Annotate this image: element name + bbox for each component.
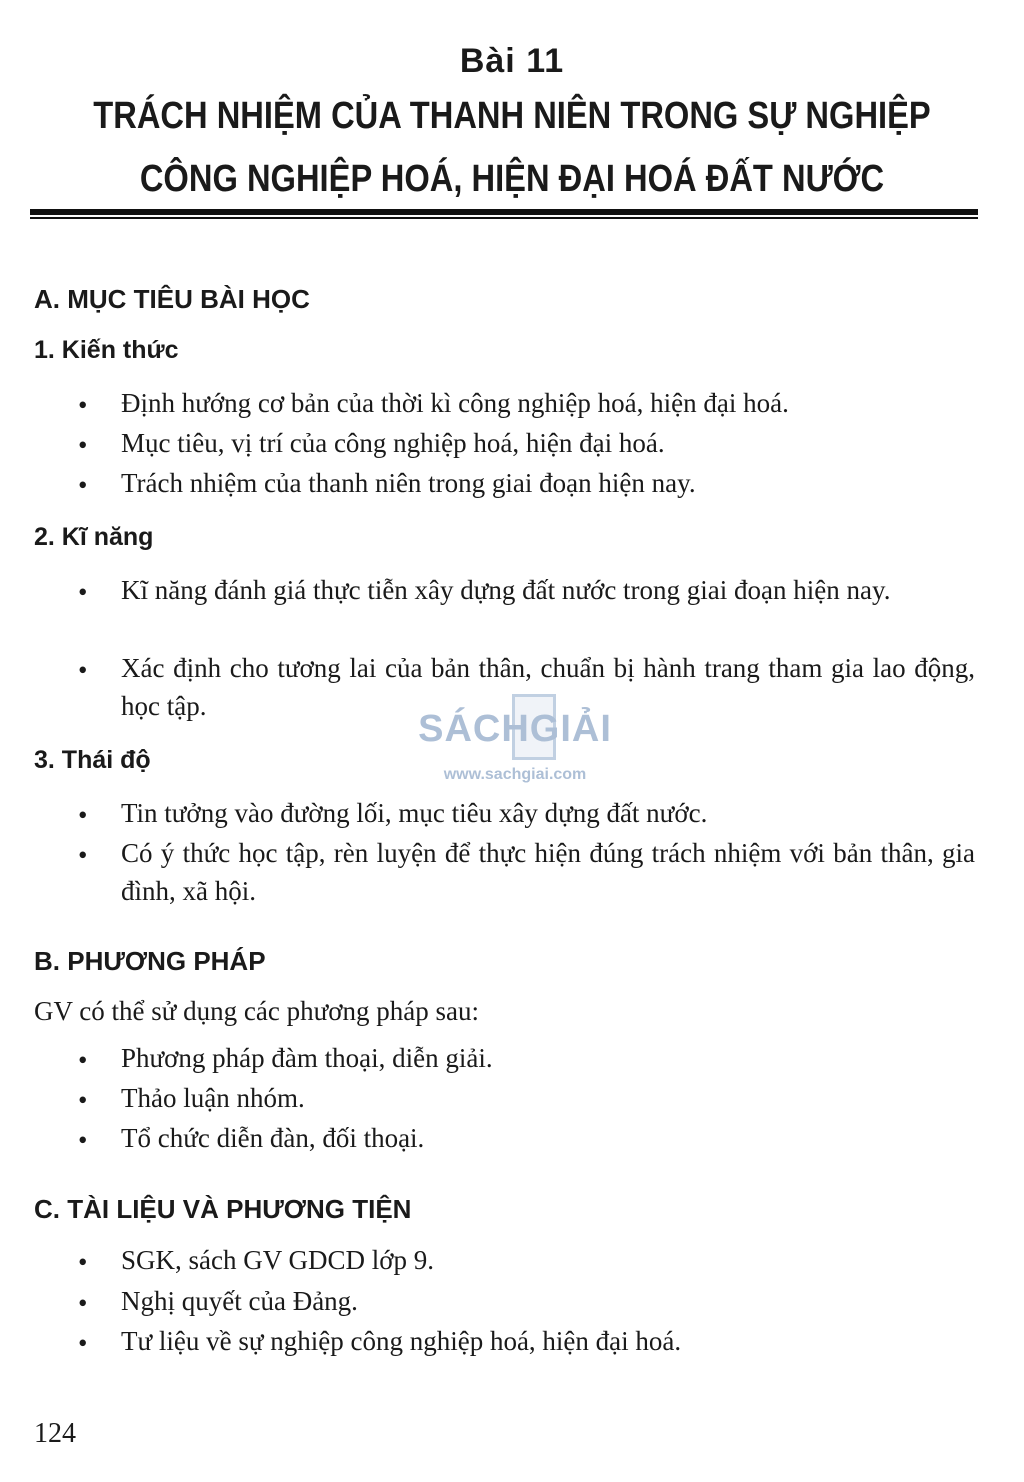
knowledge-item-2: Mục tiêu, vị trí của công nghiệp hoá, hiện đại hoá. bbox=[121, 428, 665, 458]
bullet-icon: • bbox=[78, 800, 88, 830]
section-c-heading: C. TÀI LIỆU VÀ PHƯƠNG TIỆN bbox=[34, 1194, 412, 1224]
watermark-logo: SÁCHGIẢI bbox=[418, 708, 612, 750]
attitude-heading: 3. Thái độ bbox=[34, 746, 151, 774]
bullet-icon: • bbox=[78, 470, 88, 500]
knowledge-item-1: Định hướng cơ bản của thời kì công nghiệp hoá, hiện đại hoá. bbox=[121, 388, 789, 418]
attitude-item-2: Có ý thức học tập, rèn luyện để thực hiện đúng trách nhiệm với bản thân, gia đình, xã hội. bbox=[121, 838, 975, 906]
bullet-icon: • bbox=[78, 390, 88, 420]
lesson-label: Bài 11 bbox=[459, 42, 565, 80]
bullet-icon: • bbox=[78, 1045, 88, 1075]
material-item-1: SGK, sách GV GDCD lớp 9. bbox=[121, 1245, 435, 1275]
method-item-1: Phương pháp đàm thoại, diễn giải. bbox=[121, 1043, 493, 1073]
skills-item-2: Xác định cho tương lai của bản thân, chuẩn bị hành trang tham gia lao động, học tập. bbox=[121, 653, 975, 721]
bullet-icon: • bbox=[78, 1328, 88, 1358]
lesson-title-line-1: TRÁCH NHIỆM CỦA THANH NIÊN TRONG SỰ NGHIỆP bbox=[93, 95, 931, 137]
bullet-icon: • bbox=[78, 655, 88, 685]
method-item-3: Tổ chức diễn đàn, đối thoại. bbox=[121, 1123, 425, 1153]
bullet-icon: • bbox=[78, 1288, 88, 1318]
bullet-icon: • bbox=[78, 1085, 88, 1115]
title-divider-thick bbox=[30, 209, 978, 215]
watermark-url: www.sachgiai.com bbox=[443, 766, 587, 783]
attitude-item-1: Tin tưởng vào đường lối, mục tiêu xây dựng đất nước. bbox=[121, 798, 708, 828]
watermark bbox=[410, 690, 620, 790]
bullet-icon: • bbox=[78, 430, 88, 460]
section-a-heading: A. MỤC TIÊU BÀI HỌC bbox=[34, 284, 310, 314]
material-item-2: Nghị quyết của Đảng. bbox=[121, 1286, 358, 1316]
knowledge-item-3: Trách nhiệm của thanh niên trong giai đoạn hiện nay. bbox=[121, 468, 696, 498]
method-item-2: Thảo luận nhóm. bbox=[121, 1083, 305, 1113]
bullet-icon: • bbox=[78, 1125, 88, 1155]
page-number: 124 bbox=[34, 1418, 76, 1449]
bullet-icon: • bbox=[78, 840, 88, 870]
skills-heading: 2. Kĩ năng bbox=[34, 523, 154, 551]
material-item-3: Tư liệu về sự nghiệp công nghiệp hoá, hiện đại hoá. bbox=[121, 1326, 682, 1356]
title-divider-thin bbox=[30, 217, 978, 219]
lesson-title-line-2: CÔNG NGHIỆP HOÁ, HIỆN ĐẠI HOÁ ĐẤT NƯỚC bbox=[139, 158, 885, 200]
skills-item-1: Kĩ năng đánh giá thực tiễn xây dựng đất nước trong giai đoạn hiện nay. bbox=[121, 575, 891, 605]
methods-intro: GV có thể sử dụng các phương pháp sau: bbox=[34, 996, 479, 1026]
bullet-icon: • bbox=[78, 577, 88, 607]
bullet-icon: • bbox=[78, 1247, 88, 1277]
section-b-heading: B. PHƯƠNG PHÁP bbox=[34, 946, 266, 976]
knowledge-heading: 1. Kiến thức bbox=[34, 336, 179, 364]
